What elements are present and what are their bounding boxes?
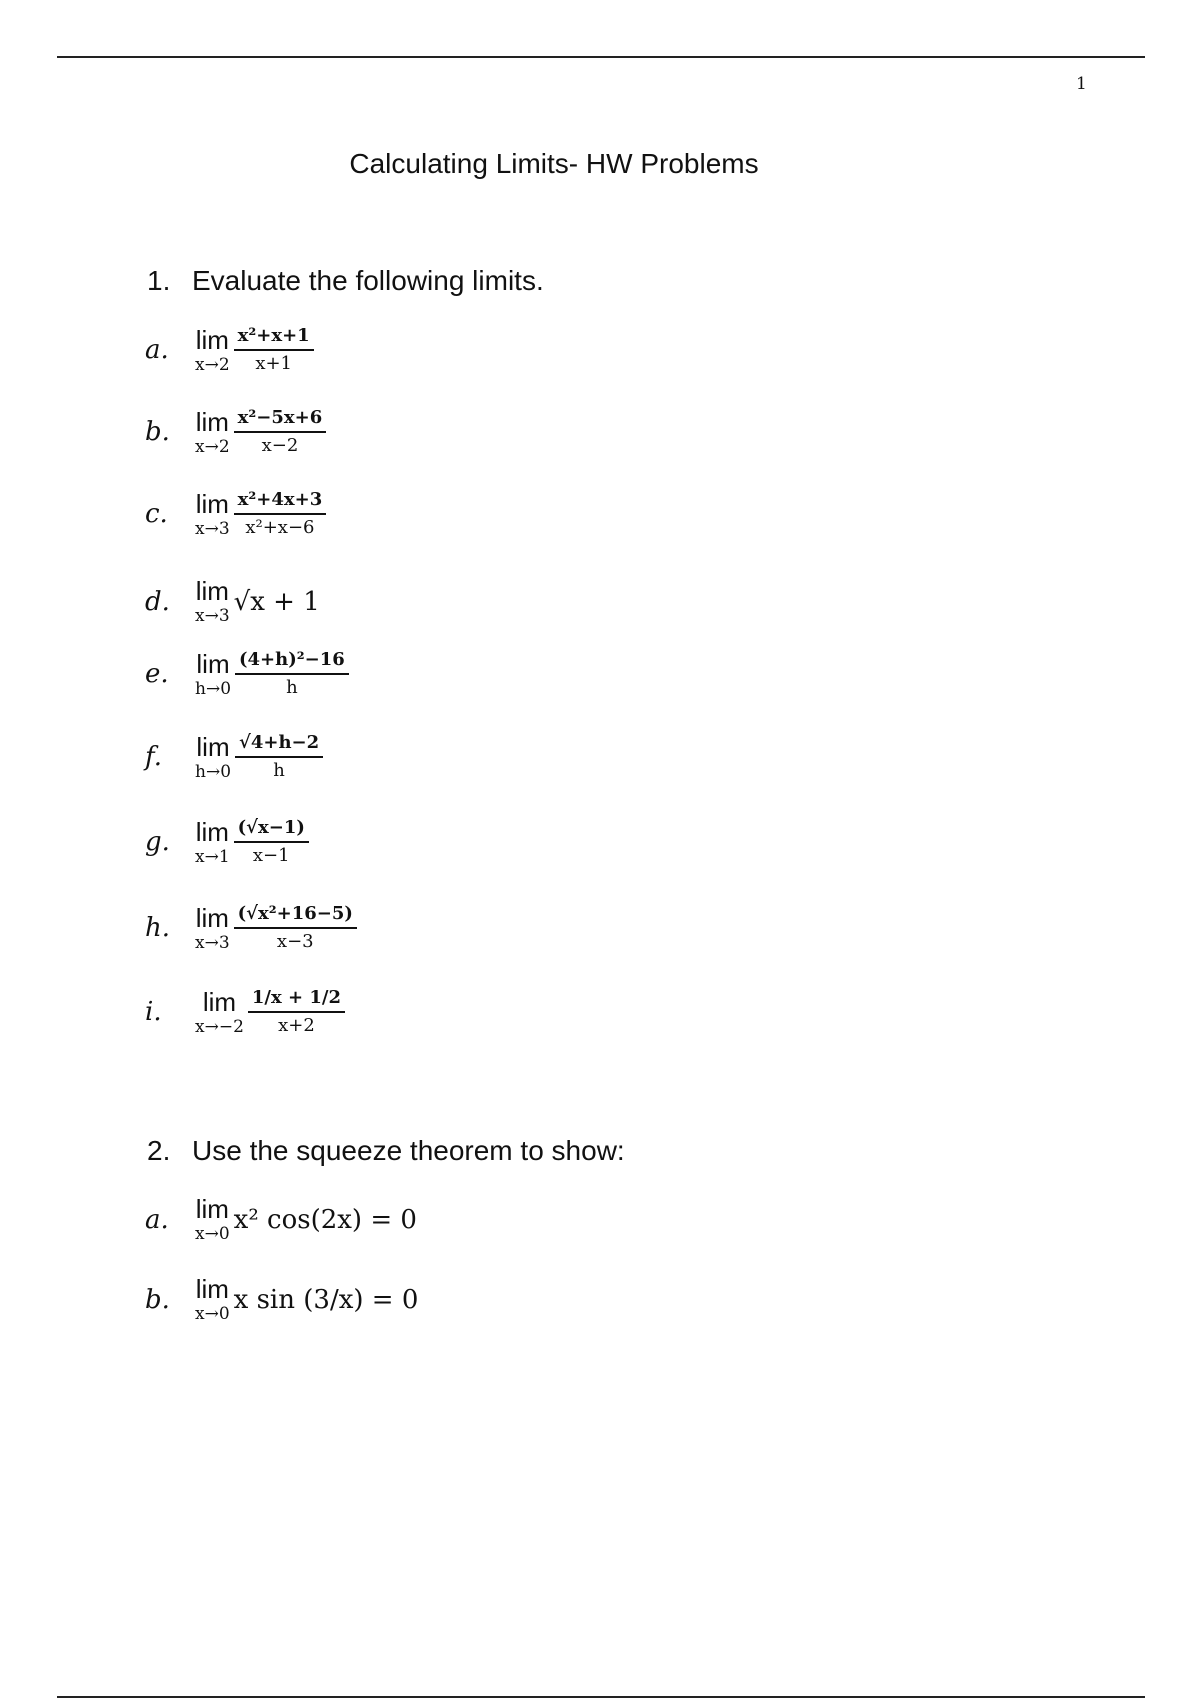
item-label: d. (145, 586, 170, 617)
lim-word: lim (202, 986, 237, 1017)
question-2 (147, 1135, 625, 1167)
numerator: (4+h)²−16 (235, 650, 349, 675)
lim-word: lim (195, 576, 229, 606)
denominator: h (286, 676, 298, 698)
lim-word: lim (195, 324, 229, 355)
item-label: i. (145, 997, 162, 1028)
limit-operator (195, 1276, 230, 1323)
fraction (234, 818, 309, 866)
limit-operator (195, 578, 230, 625)
expression: x sin (3/x) = 0 (233, 1284, 419, 1315)
lim-word: lim (195, 816, 229, 847)
denominator: x−1 (252, 844, 290, 866)
limit-operator (195, 648, 232, 699)
page-title-text: Calculating Limits- HW Problems (349, 148, 759, 179)
lim-word: lim (196, 731, 230, 762)
numerator: x²+4x+3 (234, 490, 327, 515)
denominator: x−2 (261, 434, 299, 456)
lim-subscript: x→0 (195, 1224, 230, 1244)
numerator: 1/x + 1/2 (248, 988, 345, 1013)
denominator: x+2 (278, 1014, 315, 1036)
item-label: g. (145, 827, 170, 858)
item-label: a. (145, 1204, 169, 1235)
fraction (235, 650, 349, 698)
q1-item-i (145, 988, 345, 1036)
q1-item-d (145, 578, 320, 625)
q1-item-e (145, 650, 349, 698)
denominator: x+1 (255, 352, 293, 374)
numerator: x²−5x+6 (234, 408, 327, 433)
fraction (234, 490, 327, 538)
item-label: e. (145, 659, 169, 690)
fraction (248, 988, 345, 1036)
lim-subscript: h→0 (195, 761, 232, 782)
q1-item-g (145, 818, 309, 866)
question-1-number: 1. (147, 265, 171, 296)
lim-subscript: x→2 (195, 436, 230, 457)
lim-subscript: x→3 (195, 932, 230, 953)
question-1-text: Evaluate the following limits. (192, 265, 544, 296)
top-rule (57, 56, 1145, 58)
question-1 (147, 265, 544, 297)
q1-item-f (145, 733, 323, 781)
question-2-number: 2. (147, 1135, 171, 1166)
item-label: b. (145, 1284, 170, 1315)
item-label: f. (145, 742, 162, 773)
denominator: x−3 (276, 930, 314, 952)
numerator: (√x²+16−5) (234, 904, 357, 929)
lim-subscript: x→3 (195, 518, 230, 539)
limit-operator (195, 324, 230, 375)
lim-subscript: h→0 (195, 678, 232, 699)
limit-operator (195, 902, 230, 953)
lim-subscript: x→0 (195, 1304, 230, 1324)
q1-item-c (145, 490, 326, 538)
limit-operator (195, 488, 230, 539)
lim-word: lim (195, 902, 229, 933)
numerator: (√x−1) (234, 818, 309, 843)
page-title (0, 148, 1200, 180)
limit-operator (195, 986, 244, 1037)
item-label: h. (145, 913, 171, 944)
lim-subscript: x→−2 (195, 1016, 244, 1037)
lim-subscript: x→1 (195, 846, 230, 867)
denominator: h (273, 759, 285, 781)
bottom-rule (57, 1696, 1145, 1698)
numerator: √4+h−2 (235, 733, 323, 758)
page-number: 1 (1076, 74, 1087, 94)
lim-subscript: x→3 (195, 606, 230, 626)
question-2-text: Use the squeeze theorem to show: (192, 1135, 625, 1166)
numerator: x²+x+1 (234, 326, 314, 351)
limit-operator (195, 1196, 230, 1243)
fraction (234, 408, 327, 456)
limit-operator (195, 731, 232, 782)
lim-word: lim (195, 1194, 229, 1224)
lim-word: lim (195, 1274, 229, 1304)
limit-operator (195, 816, 230, 867)
lim-word: lim (195, 488, 229, 519)
q2-item-b (145, 1276, 418, 1323)
q1-item-a (145, 326, 314, 374)
item-label: b. (145, 417, 170, 448)
lim-word: lim (196, 648, 230, 679)
lim-subscript: x→2 (195, 354, 230, 375)
q1-item-h (145, 904, 357, 952)
item-label: a. (145, 335, 169, 366)
fraction (234, 326, 314, 374)
lim-word: lim (195, 406, 229, 437)
q2-item-a (145, 1196, 417, 1243)
q1-item-b (145, 408, 326, 456)
limit-operator (195, 406, 230, 457)
fraction (234, 904, 357, 952)
item-label: c. (145, 499, 168, 530)
denominator: x²+x−6 (245, 516, 315, 538)
fraction (235, 733, 323, 781)
expression: x² cos(2x) = 0 (233, 1204, 417, 1235)
expression: √x + 1 (233, 586, 320, 617)
